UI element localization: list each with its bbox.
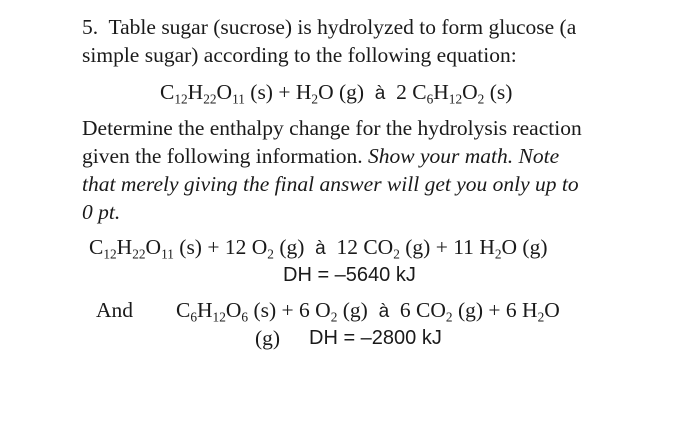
co2-formula: $CO_2$ <box>363 235 400 262</box>
question-line-2 <box>82 42 517 68</box>
reaction-arrow: à <box>378 301 390 322</box>
glucose-formula: $C_6H_{12}O_2$ <box>412 80 485 107</box>
plus-sign: + <box>488 298 501 322</box>
instruction-line-3: that merely giving the final answer will get you only up to <box>82 172 579 196</box>
instruction-emphasis: Show your math. Note <box>368 144 560 168</box>
enthalpy-1: DH = –5640 kJ <box>283 264 416 286</box>
question-text-2: simple sugar) according to the following equation: <box>82 43 517 67</box>
state-label: (s) <box>250 80 273 104</box>
question-line-1 <box>82 14 576 40</box>
state-label: (g) <box>457 298 484 322</box>
plus-sign: + <box>281 298 294 322</box>
instruction-line-2: given the following information. Show your math. Note <box>82 144 560 168</box>
water-formula: $H_2O$ <box>295 80 334 107</box>
instruction-line-1: Determine the enthalpy change for the hydrolysis reaction <box>82 116 582 140</box>
coefficient: 11 <box>453 235 474 259</box>
reaction-arrow: à <box>374 83 386 104</box>
glucose-formula: $C_6H_{12}O_6$ <box>176 298 249 325</box>
given-equation-1 <box>89 234 548 262</box>
coefficient: 2 <box>396 80 407 104</box>
given-equation-2-continued <box>255 325 280 351</box>
state-label: (g) <box>255 326 281 350</box>
state-label: (s) <box>253 298 277 322</box>
coefficient: 6 <box>399 298 411 322</box>
instruction-line-4: 0 pt. <box>82 200 121 224</box>
state-label: (g) <box>279 235 305 259</box>
given-equation-2 <box>176 297 560 325</box>
state-label: (g) <box>522 235 548 259</box>
sucrose-formula: $C_{12}H_{22}O_{11}$ <box>89 235 174 262</box>
main-equation <box>160 79 512 107</box>
state-label: (s) <box>179 235 202 259</box>
plus-sign: + <box>435 235 448 259</box>
coefficient: 6 <box>299 298 310 322</box>
co2-formula: $CO_2$ <box>416 298 453 325</box>
oxygen-formula: $O_2$ <box>315 298 338 325</box>
state-label: (s) <box>489 80 513 104</box>
and-label: And <box>96 298 134 322</box>
state-label: (g) <box>405 235 431 259</box>
sucrose-formula: $C_{12}H_{22}O_{11}$ <box>160 80 245 107</box>
water-formula: $H_2O$ <box>479 235 518 262</box>
enthalpy-2: DH = –2800 kJ <box>309 327 442 349</box>
question-text-1: Table sugar (sucrose) is hydrolyzed to form glucose (a <box>108 15 577 39</box>
plus-sign: + <box>207 235 220 259</box>
state-label: (g) <box>342 298 368 322</box>
state-label: (g) <box>338 80 365 104</box>
oxygen-formula: $O_2$ <box>251 235 274 262</box>
question-number: 5. <box>82 15 99 39</box>
coefficient: 12 <box>336 235 358 259</box>
plus-sign: + <box>278 80 291 104</box>
coefficient: 6 <box>505 298 517 322</box>
water-formula: $H_2O$ <box>522 298 560 325</box>
coefficient: 12 <box>224 235 247 259</box>
reaction-arrow: à <box>315 238 326 259</box>
